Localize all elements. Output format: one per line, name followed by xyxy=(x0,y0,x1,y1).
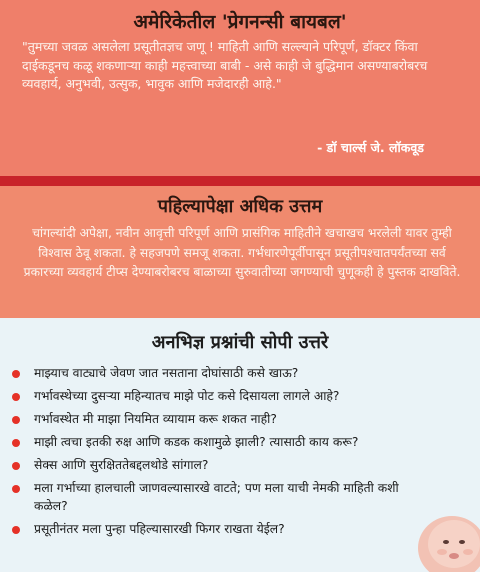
list-item xyxy=(8,387,470,405)
red-dot-icon xyxy=(12,526,20,534)
question-text: प्रसूतीनंतर मला पुन्हा पहिल्यासारखी फिगर राखता येईल? xyxy=(34,522,285,536)
better-section xyxy=(0,186,480,318)
question-text: माझी त्वचा इतकी रुक्ष आणि कडक कशामुळे झाली? त्यासाठी काय करू? xyxy=(34,435,359,449)
list-item xyxy=(8,520,470,538)
red-dot-icon xyxy=(12,462,20,470)
red-dot-icon xyxy=(12,485,20,493)
section-divider xyxy=(0,176,480,186)
praise-section xyxy=(0,0,480,176)
qa-title: अनभिज्ञ प्रश्नांची सोपी उत्तरे xyxy=(151,332,329,353)
better-title: पहिल्यापेक्षा अधिक उत्तम xyxy=(157,196,323,217)
praise-title: अमेरिकेतील 'प्रेगनन्सी बायबल' xyxy=(133,11,347,33)
better-paragraph: चांगल्यांदी अपेक्षा, नवीन आवृत्ती परिपूर्ण आणि प्रासंगिक माहितीने खचाखच भरलेली यावर तुम्ही विश्वास ठेवू शकता. हे सहजपणे समजू शकता. गर्भधारणेपूर्वीपासून प्रसूतीपश्चातपर्यंतच्या सर्व प्रकारच्या व्यवहार्य टीप्स देण्याबरोबरच बाळाच्या सुरुवातीच्या जगण्याची चुणूकही हे पुस्तक दाखविते. xyxy=(23,226,461,279)
quote-attribution: - डॉ चार्ल्स जे. लॉकवूड xyxy=(317,140,424,155)
list-item xyxy=(8,410,470,428)
question-text: गर्भावस्थेत मी माझा नियमित व्यायाम करू शकत नाही? xyxy=(34,412,277,426)
qa-section xyxy=(0,318,480,572)
question-text: मला गर्भाच्या हालचाली जाणवल्यासारखे वाटते; पण मला याची नेमकी माहिती कशी कळेल? xyxy=(34,481,399,513)
red-dot-icon xyxy=(12,370,20,378)
list-item xyxy=(8,479,470,515)
red-dot-icon xyxy=(12,439,20,447)
list-item xyxy=(8,433,470,451)
question-list xyxy=(8,364,470,543)
baby-photo xyxy=(410,500,480,572)
praise-quote: "तुमच्या जवळ असलेला प्रसूतीतज्ञच जणू ! माहिती आणि सल्ल्याने परिपूर्ण, डॉक्टर किंवा दाईकडूनच कळू शकणाऱ्या काही महत्त्वाच्या बाबी - असे काही जे बुद्धिमान असण्याबरोबरच व्यवहार्य, अनुभवी, उत्सुक, भावुक आणि मजेदारही आहे." xyxy=(22,39,428,91)
question-text: सेक्स आणि सुरक्षिततेबद्दलथोडे सांगाल? xyxy=(34,458,209,472)
red-dot-icon xyxy=(12,416,20,424)
red-dot-icon xyxy=(12,393,20,401)
question-text: माझ्याच वाट्याचे जेवण जात नसताना दोघांसाठी कसे खाऊ? xyxy=(34,366,299,380)
question-text: गर्भावस्थेच्या दुसऱ्या महिन्यातच माझे पोट कसे दिसायला लागले आहे? xyxy=(34,389,340,403)
list-item xyxy=(8,456,470,474)
list-item xyxy=(8,364,470,382)
